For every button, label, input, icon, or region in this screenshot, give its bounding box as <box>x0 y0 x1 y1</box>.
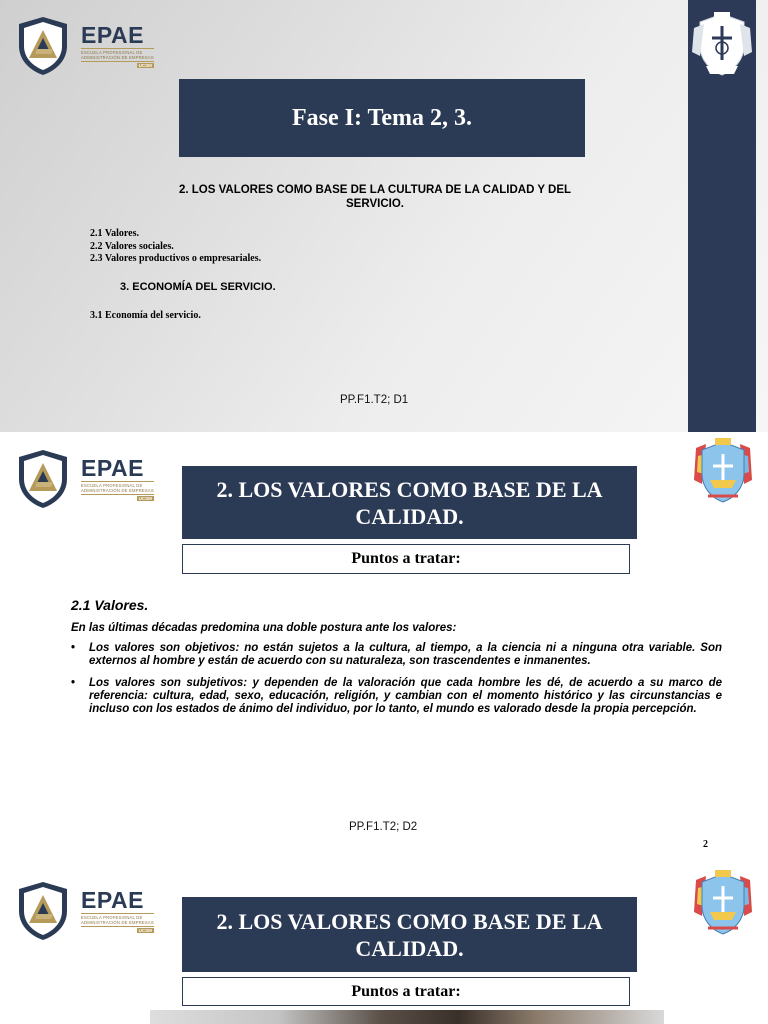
slide-title: 2. LOS VALORES COMO BASE DE LA CALIDAD. <box>182 897 637 972</box>
logo-title: EPAE <box>81 887 144 913</box>
crest-icon <box>690 866 756 940</box>
bullet-list <box>71 642 722 725</box>
logo-tag: UCSM <box>138 928 152 933</box>
crest-icon <box>690 434 756 508</box>
logo-subtitle: ESCUELA PROFESIONAL DE ADMINISTRACIÓN DE EMPRESAS <box>81 483 154 493</box>
logo-subtitle: ESCUELA PROFESIONAL DE ADMINISTRACIÓN DE EMPRESAS <box>81 915 154 925</box>
epae-logo <box>17 449 154 509</box>
epae-logo <box>17 881 154 941</box>
slide-3 <box>0 864 768 1024</box>
shield-icon <box>17 881 69 941</box>
logo-tag: UCSM <box>138 496 152 501</box>
section-heading-3: 3. ECONOMÍA DEL SERVICIO. <box>120 281 276 293</box>
slide-code: PP.F1.T2; D2 <box>349 821 418 833</box>
list-item: • Los valores son subjetivos: y dependen de la valoración que cada hombre les dé, de acuerdo a su marco de referencia: cultura, edad, sexo, educación, religión, y cambian con el momento histórico y las circunstancias e incluso con los estados de ánimo del individuo, por lo tanto, el mundo es valorado desde la propia percepción. <box>71 677 722 716</box>
slide-subtitle: Puntos a tratar: <box>182 544 630 574</box>
slide-title: 2. LOS VALORES COMO BASE DE LA CALIDAD. <box>182 466 637 539</box>
logo-tag: UCSM <box>138 63 152 68</box>
section-heading: 2.1 Valores. <box>71 597 149 613</box>
slide-title: Fase I: Tema 2, 3. <box>179 79 585 157</box>
epae-logo <box>17 16 154 76</box>
page-number: 2 <box>703 839 708 850</box>
logo-subtitle: ESCUELA PROFESIONAL DE ADMINISTRACIÓN DE EMPRESAS <box>81 50 154 60</box>
subtopic-3-1: 3.1 Economía del servicio. <box>90 310 201 321</box>
slide-photo <box>150 1010 664 1024</box>
list-item: 2.1 Valores. <box>90 228 139 239</box>
slide-1 <box>0 0 768 432</box>
subtopic-list <box>90 228 261 266</box>
crest-icon <box>690 8 754 80</box>
list-item: 2.3 Valores productivos o empresariales. <box>90 253 262 264</box>
logo-title: EPAE <box>81 22 144 48</box>
list-item: 2.2 Valores sociales. <box>90 240 174 252</box>
slide-2 <box>0 432 768 864</box>
shield-icon <box>17 449 69 509</box>
list-item: • Los valores son objetivos: no están sujetos a la cultura, al tiempo, a la ciencia ni a ninguna otra variable. Son externos al hombre y están de acuerdo con su naturaleza, son trascendentes e inmanentes. <box>71 642 722 668</box>
slide-subtitle: Puntos a tratar: <box>182 977 630 1006</box>
shield-icon <box>17 16 69 76</box>
slide-code: PP.F1.T2; D1 <box>340 394 409 406</box>
section-heading-2: 2. LOS VALORES COMO BASE DE LA CULTURA DE LA CALIDAD Y DEL SERVICIO. <box>178 184 572 210</box>
logo-title: EPAE <box>81 455 144 481</box>
intro-text: En las últimas décadas predomina una doble postura ante los valores: <box>71 622 457 634</box>
